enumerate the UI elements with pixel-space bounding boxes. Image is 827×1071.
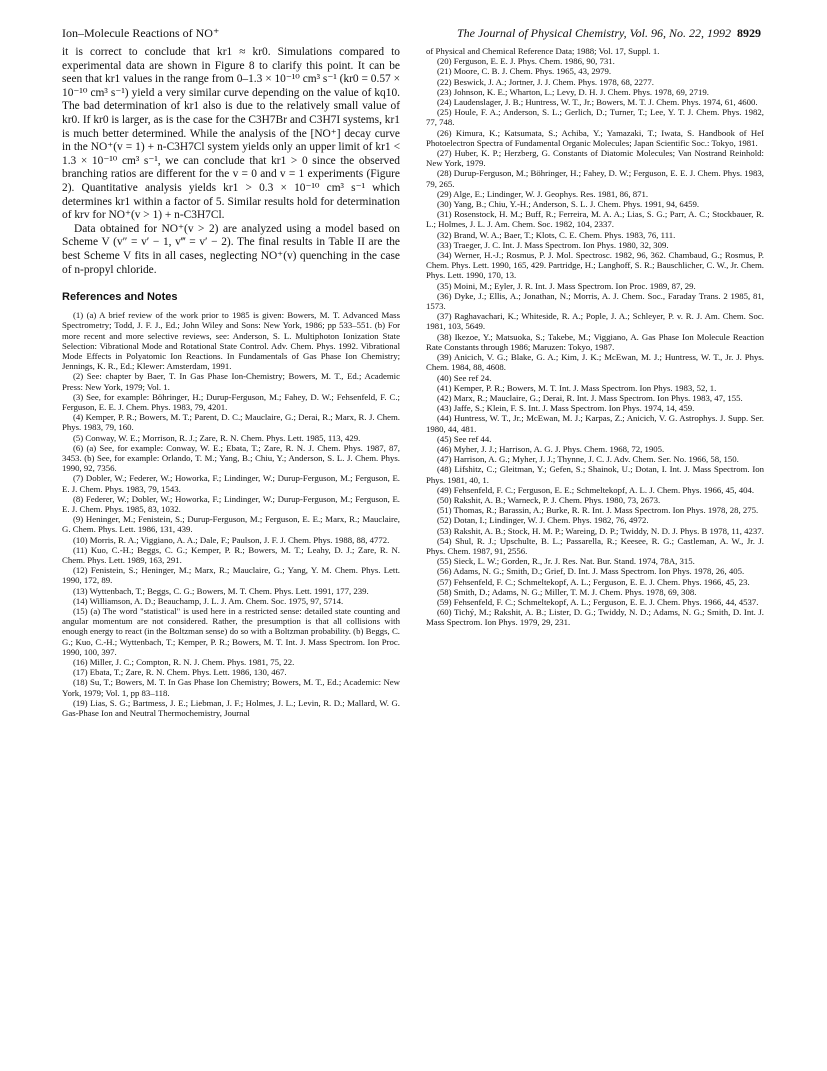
reference-entry: (9) Heninger, M.; Fenistein, S.; Durup-Ferguson, M.; Ferguson, E. E.; Marx, R.; Mauclaire, G. Chem. Phys. Lett. 1986, 131, 439. bbox=[62, 514, 400, 535]
body-paragraph-1: it is correct to conclude that kr1 ≈ kr0. Simulations compared to experimental data are shown in Figure 8 to clarify this point. It can be seen that kr1 values in the range from 0–1.3 × 10⁻¹⁰ cm³ s⁻¹ (kr0 = 0.57 × 10⁻¹⁰ cm³ s⁻¹) yield a very similar curve depending on the value of kq10. The bad determination of kr1 also is due to the relatively small value of kr0. If kr0 is larger, as is the case for the C3H7Br and C3H7I systems, kr1 is much better determined. While the analysis of the [NO⁺] decay curve in the NO⁺(v = 1) + n-C3H7Cl system yields only an upper limit of kr1 < 1.3 × 10⁻¹⁰ cm³ s⁻¹, we can conclude that kr1 > 0 since the observed branching ratios are different for the v = 0 and v = 1 experiments (Figure 2). Quantitative analysis yields kr1 > 0.3 × 10⁻¹⁰ cm³ s⁻¹ which determines kr1 within a factor of 5. Similar results hold for determination of krv for NO⁺(v > 1) + n-C3H7Cl. bbox=[62, 46, 400, 222]
reference-entry: (29) Alge, E.; Lindinger, W. J. Geophys. Res. 1981, 86, 871. bbox=[437, 188, 649, 199]
reference-entry: (39) Anicich, V. G.; Blake, G. A.; Kim, J. K.; McEwan, M. J.; Huntress, W. T., Jr. J. Phys. Chem. 1984, 88, 4608. bbox=[426, 352, 764, 373]
reference-entry: (30) Yang, B.; Chiu, Y.-H.; Anderson, S. L. J. Chem. Phys. 1991, 94, 6459. bbox=[437, 199, 700, 210]
reference-entry: (23) Johnson, K. E.; Wharton, L.; Levy, D. H. J. Chem. Phys. 1978, 69, 2719. bbox=[437, 86, 709, 97]
reference-entry: (11) Kuo, C.-H.; Beggs, C. G.; Kemper, P. R.; Bowers, M. T.; Leahy, D. J.; Zare, R. N. Chem. Phys. Lett. 1989, 163, 291. bbox=[62, 544, 400, 565]
reference-entry: (22) Beswick, J. A.; Jortner, J. J. Chem. Phys. 1978, 68, 2277. bbox=[437, 76, 654, 87]
reference-entry: (34) Werner, H.-J.; Rosmus, P. J. Mol. Spectrosc. 1982, 96, 362. Chambaud, G.; Rosmus, P. Chem. Phys. Lett. 1990, 165, 429. Partridge, H.; Langhoff, S. R.; Bauschlicher, C. W., Jr. Chem. Phys. Lett. 1990, 170, 13. bbox=[426, 250, 764, 281]
reference-entry: (4) Kemper, P. R.; Bowers, M. T.; Parent, D. C.; Mauclaire, G.; Derai, R.; Marx, R. J. Chem. Phys. 1983, 79, 160. bbox=[62, 412, 400, 433]
reference-entry: (15) (a) The word "statistical" is used here in a restricted sense: detailed state counting and angular momentum are not considered. Rather, the presumption is that all collisions with enough energy to react (in the Boltzman sense) do so with a Boltzman probability. (b) Beggs, C. G.; Kuo, C.-H.; Wyttenbach, T.; Kemper, P. R.; Bowers, M. T. Int. J. Mass Spectrom. Ion Proc. 1990, 100, 397. bbox=[62, 605, 400, 657]
reference-entry: (5) Conway, W. E.; Morrison, R. J.; Zare, R. N. Chem. Phys. Lett. 1985, 113, 429. bbox=[73, 432, 361, 443]
body-paragraph-2: Data obtained for NO⁺(v > 2) are analyzed using a model based on Scheme V (v″ = v′ − 1, v‴ = v′ − 2). The final results in Table II are the best Scheme V fits in all cases, neglecting NO⁺(v) quenching in the case of n-propyl chloride. bbox=[62, 222, 400, 276]
reference-entry: (8) Federer, W.; Dobler, W.; Howorka, F.; Lindinger, W.; Durup-Ferguson, M.; Ferguson, E. E. J. Chem. Phys. 1985, 83, 1032. bbox=[62, 493, 400, 514]
reference-entry: (1) (a) A brief review of the work prior to 1985 is given: Bowers, M. T. Advanced Mass Spectrometry; Todd, J. F. J., Ed.; John Wiley and Sons: New York, 1986; pp 533–551. (b) For more recent and more selective reviews, see: Anderson, S. L. Multiphoton Ionization State Selection: Vibrational Mode and Rotational State Control. Adv. Chem. Phys. 1992. Vibrational Mode Effects in Polyatomic Ion Reactions. In Fundamentals of Gas Phase Ion Chemistry; Jennings, K. R., Ed.; Klewer: Amsterdam, 1991. bbox=[62, 310, 400, 372]
reference-entry: (47) Harrison, A. G.; Myher, J. J.; Thynne, J. C. J. Adv. Chem. Ser. No. 1966, 58, 150. bbox=[437, 454, 739, 465]
reference-entry: (54) Shul, R. J.; Upschulte, B. L.; Passarella, R.; Keesee, R. G.; Castleman, A. W., Jr. J. Phys. Chem. 1987, 91, 2556. bbox=[426, 535, 764, 556]
reference-entry: (59) Fehsenfeld, F. C.; Schmeltekopf, A. L.; Ferguson, E. E. J. Chem. Phys. 1966, 44, 4537. bbox=[437, 596, 759, 607]
references-heading: References and Notes bbox=[62, 291, 178, 304]
reference-entry: (40) See ref 24. bbox=[437, 372, 492, 383]
reference-entry: (57) Fehsenfeld, F. C.; Schmeltekopf, A. L.; Ferguson, E. E. J. Chem. Phys. 1966, 45, 23. bbox=[437, 576, 750, 587]
reference-entry: (56) Adams, N. G.; Smith, D.; Grief, D. Int. J. Mass Spectrom. Ion Phys. 1978, 26, 405. bbox=[437, 566, 745, 577]
page-header bbox=[62, 26, 761, 42]
reference-entry: (58) Smith, D.; Adams, N. G.; Miller, T. M. J. Chem. Phys. 1978, 69, 308. bbox=[437, 586, 697, 597]
reference-entry: (32) Brand, W. A.; Baer, T.; Klots, C. E. Chem. Phys. 1983, 76, 111. bbox=[437, 229, 676, 240]
journal-citation bbox=[457, 26, 761, 41]
reference-entry: (17) Ebata, T.; Zare, R. N. Chem. Phys. Lett. 1986, 130, 467. bbox=[73, 667, 287, 678]
reference-entry: (52) Dotan, I.; Lindinger, W. J. Chem. Phys. 1982, 76, 4972. bbox=[437, 515, 649, 526]
left-column bbox=[62, 46, 400, 718]
reference-entry: (50) Rakshit, A. B.; Warneck, P. J. Chem. Phys. 1980, 73, 2673. bbox=[437, 494, 661, 505]
journal-name: The Journal of Physical Chemistry, Vol. 96, No. 22, 1992 bbox=[457, 26, 731, 40]
reference-entry: (51) Thomas, R.; Barassin, A.; Burke, R. R. Int. J. Mass Spectrom. Ion Phys. 1978, 28, 275. bbox=[437, 505, 759, 516]
reference-entry: (21) Moore, C. B. J. Chem. Phys. 1965, 43, 2979. bbox=[437, 66, 612, 77]
reference-entry: (45) See ref 44. bbox=[437, 433, 492, 444]
page-number: 8929 bbox=[737, 26, 761, 40]
right-column bbox=[426, 46, 764, 628]
reference-entry: (38) Ikezoe, Y.; Matsuoka, S.; Takebe, M.; Viggiano, A. Gas Phase Ion Molecule Reaction Rate Constants through 1986; Maruzen: Tokyo, 1987. bbox=[426, 331, 764, 352]
reference-entry: (46) Myher, J. J.; Harrison, A. G. J. Phys. Chem. 1968, 72, 1905. bbox=[437, 443, 665, 454]
reference-entry: (20) Ferguson, E. E. J. Phys. Chem. 1986, 90, 731. bbox=[437, 56, 615, 67]
reference-entry: (53) Rakshit, A. B.; Stock, H. M. P.; Wareing, D. P.; Twiddy, N. D. J. Phys. B 1978, 11, 4237. bbox=[437, 525, 764, 536]
reference-entry: (6) (a) See, for example: Conway, W. E.; Ebata, T.; Zare, R. N. J. Chem. Phys. 1987, 87, 3453. (b) See, for example: Orlando, T. M.; Yang, B.; Chiu, Y.; Anderson, S. L. J. Chem. Phys. 1990, 92, 7356. bbox=[62, 442, 400, 474]
reference-entry: (43) Jaffe, S.; Klein, F. S. Int. J. Mass Spectrom. Ion Phys. 1974, 14, 459. bbox=[437, 403, 695, 414]
reference-entry: (55) Sieck, L. W.; Gorden, R., Jr. J. Res. Nat. Bur. Stand. 1974, 78A, 315. bbox=[437, 556, 695, 567]
reference-entry: of Physical and Chemical Reference Data; 1988; Vol. 17, Suppl. 1. bbox=[426, 46, 660, 56]
reference-entry: (31) Rosenstock, H. M.; Buff, R.; Ferreira, M. A. A.; Lias, S. G.; Parr, A. C.; Stockbauer, R. L.; Holmes, J. L. J. Am. Chem. Soc. 1982, 104, 2337. bbox=[426, 209, 764, 230]
reference-entry: (28) Durup-Ferguson, M.; Böhringer, H.; Fahey, D. W.; Ferguson, E. E. J. Chem. Phys. 1983, 79, 265. bbox=[426, 168, 764, 189]
reference-entry: (3) See, for example: Böhringer, H.; Durup-Ferguson, M.; Fahey, D. W.; Fehsenfeld, F. C.; Ferguson, E. E. J. Chem. Phys. 1983, 79, 4201. bbox=[62, 391, 400, 412]
running-title: Ion–Molecule Reactions of NO⁺ bbox=[62, 26, 220, 40]
reference-entry: (36) Dyke, J.; Ellis, A.; Jonathan, N.; Morris, A. J. Chem. Soc., Faraday Trans. 2 1985, 81, 1573. bbox=[426, 290, 764, 312]
reference-entry: (49) Fehsenfeld, F. C.; Ferguson, E. E.; Schmeltekopf, A. L. J. Chem. Phys. 1966, 45, 404. bbox=[437, 484, 755, 495]
references-list-right bbox=[426, 46, 764, 628]
reference-entry: (48) Lifshitz, C.; Gleitman, Y.; Gefen, S.; Shainok, U.; Dotan, I. Int. J. Mass Spectrom. Ion Phys. 1981, 40, 1. bbox=[426, 464, 764, 485]
reference-entry: (25) Houle, F. A.; Anderson, S. L.; Gerlich, D.; Turner, T.; Lee, Y. T. J. Chem. Phys. 1982, 77, 748. bbox=[426, 107, 764, 128]
reference-entry: (41) Kemper, P. R.; Bowers, M. T. Int. J. Mass Spectrom. Ion Phys. 1983, 52, 1. bbox=[437, 382, 717, 393]
reference-entry: (42) Marx, R.; Mauclaire, G.; Derai, R. Int. J. Mass Spectrom. Ion Phys. 1983, 47, 155. bbox=[437, 392, 743, 403]
reference-entry: (18) Su, T.; Bowers, M. T. In Gas Phase Ion Chemistry; Bowers, M. T., Ed.; Academic: New York, 1979; Vol. 1, pp 83–118. bbox=[62, 677, 400, 698]
reference-entry: (33) Traeger, J. C. Int. J. Mass Spectrom. Ion Phys. 1980, 32, 309. bbox=[437, 239, 669, 250]
reference-entry: (14) Williamson, A. D.; Beauchamp, J. L. J. Am. Chem. Soc. 1975, 97, 5714. bbox=[73, 595, 344, 606]
reference-entry: (2) See: chapter by Baer, T. In Gas Phase Ion-Chemistry; Bowers, M. T., Ed.; Academic Press: New York, 1979; Vol. 1. bbox=[62, 371, 400, 392]
reference-entry: (35) Moini, M.; Eyler, J. R. Int. J. Mass Spectrom. Ion Proc. 1989, 87, 29. bbox=[437, 280, 696, 291]
reference-entry: (27) Huber, K. P.; Herzberg, G. Constants of Diatomic Molecules; Van Nostrand Reinhold: New York, 1979. bbox=[426, 148, 764, 169]
reference-entry: (12) Fenistein, S.; Heninger, M.; Marx, R.; Mauclaire, G.; Yang, Y. M. Chem. Phys. Lett. 1990, 172, 89. bbox=[62, 565, 400, 586]
reference-entry: (10) Morris, R. A.; Viggiano, A. A.; Dale, F.; Paulson, J. F. J. Chem. Phys. 1988, 88, 4772. bbox=[73, 534, 390, 545]
reference-entry: (19) Lias, S. G.; Bartmess, J. E.; Liebman, J. F.; Holmes, J. L.; Levin, R. D.; Mallard, W. G. Gas-Phase Ion and Neutral Thermochemistry, Journal bbox=[62, 697, 400, 719]
reference-entry: (60) Tichý, M.; Rakshit, A. B.; Lister, D. G.; Twiddy, N. D.; Adams, N. G.; Smith, D. Int. J. Mass Spectrom. Ion Phys. 1979, 29, 231. bbox=[426, 607, 764, 628]
reference-entry: (37) Raghavachari, K.; Whiteside, R. A.; Pople, J. A.; Schleyer, P. v. R. J. Am. Chem. Soc. 1981, 103, 5649. bbox=[426, 311, 764, 332]
reference-entry: (16) Miller, J. C.; Compton, R. N. J. Chem. Phys. 1981, 75, 22. bbox=[73, 657, 295, 667]
references-list-left bbox=[62, 310, 400, 718]
reference-entry: (44) Huntress, W. T., Jr.; McEwan, M. J.; Karpas, Z.; Anicich, V. G. Astrophys. J. Supp. Ser. 1980, 44, 481. bbox=[426, 413, 764, 434]
reference-entry: (26) Kimura, K.; Katsumata, S.; Achiba, Y.; Yamazaki, T.; Iwata, S. Handbook of HeI Photoelectron Spectra of Fundamental Organic Molecules; Japan Scientific Soc.: Tokyo, 1981. bbox=[426, 127, 764, 148]
reference-entry: (7) Dobler, W.; Federer, W.; Howorka, F.; Lindinger, W.; Durup-Ferguson, M.; Ferguson, E. E. J. Chem. Phys. 1983, 79, 1543. bbox=[62, 473, 400, 494]
reference-entry: (24) Laudenslager, J. B.; Huntress, W. T., Jr.; Bowers, M. T. J. Chem. Phys. 1974, 61, 4600. bbox=[437, 97, 758, 108]
reference-entry: (13) Wyttenbach, T.; Beggs, C. G.; Bowers, M. T. Chem. Phys. Lett. 1991, 177, 239. bbox=[73, 585, 369, 596]
